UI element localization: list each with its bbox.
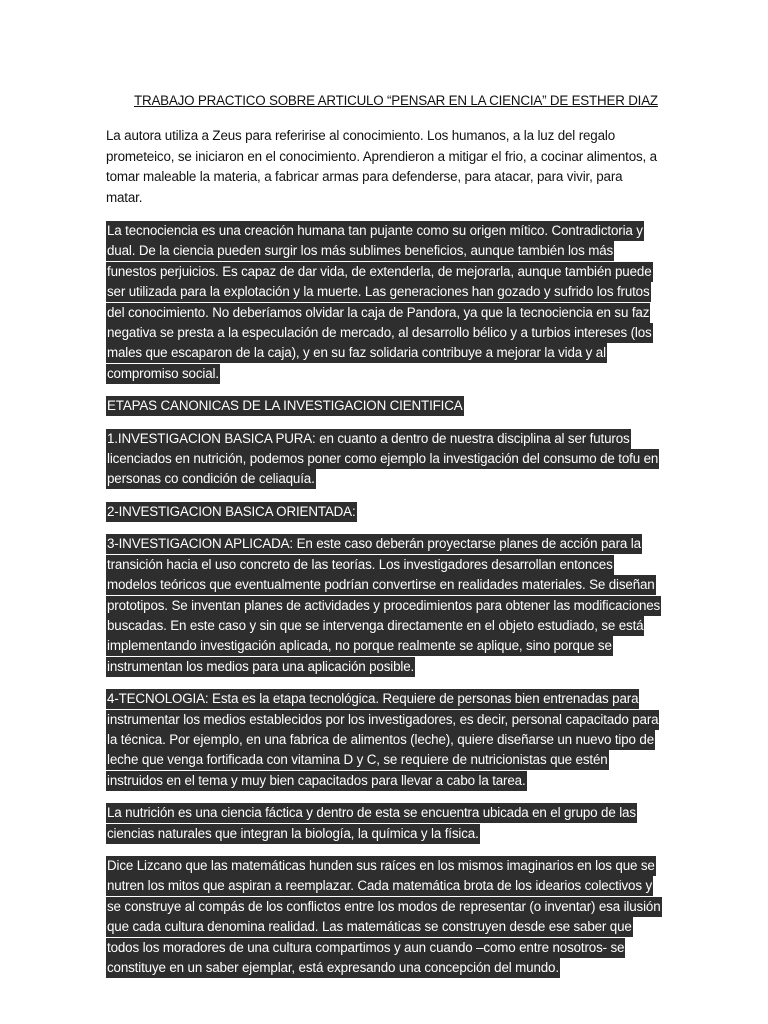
highlighted-text: ETAPAS CANONICAS DE LA INVESTIGACION CIENTIFICA	[106, 396, 464, 416]
document-body	[106, 92, 662, 990]
highlighted-text: 3-INVESTIGACION APLICADA: En este caso deberán proyectarse planes de acción para la transición hacia el uso concreto de las teorías. Los investigadores desarrollan entonces modelos teóricos que eventualmente podrían convertirse en realidades materiales. Se diseñan prototipos. Se inventan planes de actividades y procedimientos para obtener las modificaciones buscadas. En este caso y sin que se intervenga directamente en el objeto estudiado, se está implementando investigación aplicada, no porque realmente se aplique, sino porque se instrumentan los medios para una aplicación posible.	[106, 534, 661, 676]
paragraph-aplicada	[106, 534, 662, 677]
paragraph-tecnociencia	[106, 221, 662, 384]
paragraph-basica-pura	[106, 429, 662, 490]
paragraph-nutricion	[106, 803, 662, 844]
document-title: TRABAJO PRACTICO SOBRE ARTICULO “PENSAR EN LA CIENCIA” DE ESTHER DIAZ	[134, 93, 658, 108]
highlighted-text: 1.INVESTIGACION BASICA PURA: en cuanto a dentro de nuestra disciplina al ser futuros licenciados en nutrición, podemos poner como ejemplo la investigación del consumo de tofu en personas co condición de celiaquía.	[106, 429, 659, 490]
paragraph-intro	[106, 126, 662, 208]
highlighted-text: La tecnociencia es una creación humana tan pujante como su origen mítico. Contradictoria y dual. De la ciencia pueden surgir los más sublimes beneficios, aunque también los más funestos perjuicios. Es capaz de dar vida, de extenderla, de mejorarla, aunque también puede ser utilizada para la explotación y la muerte. Las generaciones han gozado y sufrido los frutos del conocimiento. No deberíamos olvidar la caja de Pandora, ya que la tecnociencia en su faz negativa se presta a la especulación de mercado, al desarrollo bélico y a turbios intereses (los males que escaparon de la caja), y en su faz solidaria contribuye a mejorar la vida y al compromiso social.	[106, 221, 653, 384]
section-heading-etapas	[106, 396, 662, 416]
highlighted-text: La nutrición es una ciencia fáctica y dentro de esta se encuentra ubicada en el grupo de las ciencias naturales que integran la biología, la química y la física.	[106, 803, 637, 843]
paragraph-text: La autora utiliza a Zeus para referirise al conocimiento. Los humanos, a la luz del regalo prometeico, se iniciaron en el conocimiento. Aprendieron a mitigar el frio, a cocinar alimentos, a tomar maleable la materia, a fabricar armas para defenderse, para atacar, para vivir, para matar.	[106, 128, 657, 205]
highlighted-text: Dice Lizcano que las matemáticas hunden sus raíces en los mismos imaginarios en los que se nutren los mitos que aspiran a reemplazar. Cada matemática brota de los idearios colectivos y se construye al compás de los conflictos entre los modos de representar (o inventar) esa ilusión que cada cultura denomina realidad. Las matemáticas se construyen desde ese saber que todos los moradores de una cultura compartimos y aun cuando –como entre nosotros- se constituye en un saber ejemplar, está expresando una concepción del mundo.	[106, 856, 662, 978]
paragraph-tecnologia	[106, 689, 662, 791]
highlighted-text: 4-TECNOLOGIA: Esta es la etapa tecnológica. Requiere de personas bien entrenadas para instrumentar los medios establecidos por los investigadores, es decir, personal capacitado para la técnica. Por ejemplo, en una fabrica de alimentos (leche), quiere diseñarse un nuevo tipo de leche que venga fortificada con vitamina D y C, se requiere de nutricionistas que estén instruidos en el tema y muy bien capacitados para llevar a cabo la tarea.	[106, 689, 659, 791]
paragraph-lizcano	[106, 856, 662, 978]
paragraph-basica-orientada	[106, 502, 662, 522]
highlighted-text: 2-INVESTIGACION BASICA ORIENTADA:	[106, 502, 357, 522]
